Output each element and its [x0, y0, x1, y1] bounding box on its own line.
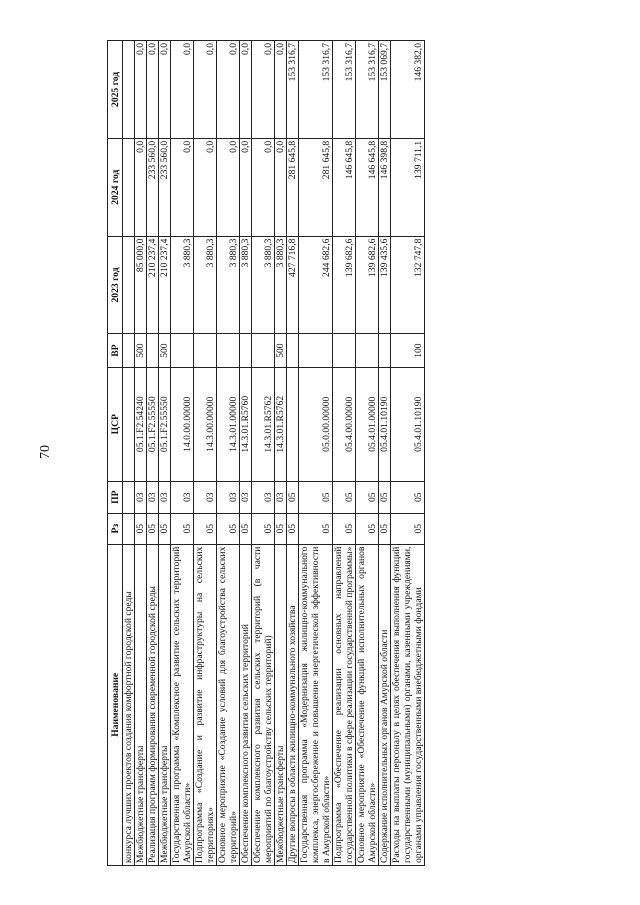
cell-vr — [217, 334, 240, 367]
cell-name: Обеспечение комплексного развития сельских территорий (в части мероприятий по благоустройству сельских территорий) — [252, 544, 275, 865]
cell-name: Межбюджетные трансферты — [135, 544, 147, 865]
cell-rz: 05 — [194, 513, 217, 544]
cell-name: Содержание исполнительных органов Амурской области — [379, 544, 391, 865]
cell-2024: 281 645,8 — [299, 138, 333, 236]
cell-2023: 85 000,0 — [135, 236, 147, 334]
cell-2025: 0,0 — [159, 41, 171, 139]
cell-2025: 0,0 — [252, 41, 275, 139]
cell-pr: 05 — [287, 481, 299, 513]
table-row — [356, 41, 379, 866]
cell-pr: 03 — [275, 481, 287, 513]
cell-pr: 03 — [171, 481, 194, 513]
page-number: 70 — [38, 445, 53, 459]
table-row — [135, 41, 147, 866]
header-rz: Рз — [108, 513, 123, 544]
table-row — [299, 41, 333, 866]
cell-vr: 500 — [159, 334, 171, 367]
cell-name: Подпрограмма «Создание и развитие инфраструктуры на сельских территориях» — [194, 544, 217, 865]
cell-vr — [356, 334, 379, 367]
table-row — [287, 41, 299, 866]
cell-2023: 3 880,3 — [252, 236, 275, 334]
cell-vr — [252, 334, 275, 367]
cell-pr: 05 — [333, 481, 356, 513]
cell-vr — [287, 334, 299, 367]
cell-vr — [333, 334, 356, 367]
cell-csr: 05.0.00.00000 — [299, 367, 333, 481]
cell-2025 — [123, 41, 135, 139]
cell-2024: 0,0 — [217, 138, 240, 236]
cell-name: Межбюджетные трансферты — [275, 544, 287, 865]
cell-csr: 05.1.F2.55550 — [159, 367, 171, 481]
cell-vr — [123, 334, 135, 367]
cell-2023: 139 682,6 — [356, 236, 379, 334]
table-row — [217, 41, 240, 866]
table-row — [275, 41, 287, 866]
table-row — [194, 41, 217, 866]
cell-vr: 500 — [135, 334, 147, 367]
cell-rz: 05 — [299, 513, 333, 544]
cell-2024: 281 645,8 — [287, 138, 299, 236]
cell-pr: 03 — [159, 481, 171, 513]
cell-pr: 05 — [299, 481, 333, 513]
cell-2024: 146 645,8 — [333, 138, 356, 236]
cell-pr: 03 — [147, 481, 159, 513]
cell-2024: 139 711,1 — [391, 138, 425, 236]
cell-csr: 05.1.F2.55550 — [147, 367, 159, 481]
table-row — [379, 41, 391, 866]
cell-pr: 03 — [217, 481, 240, 513]
cell-name: Государственная программа «Комплексное развитие сельских территорий Амурской области» — [171, 544, 194, 865]
cell-name: Другие вопросы в области жилищно-коммунального хозяйства — [287, 544, 299, 865]
cell-2024: 233 560,0 — [159, 138, 171, 236]
cell-vr: 100 — [391, 334, 425, 367]
cell-2025: 0,0 — [171, 41, 194, 139]
cell-csr: 05.4.01.10190 — [379, 367, 391, 481]
cell-csr: 14.3.01.00000 — [217, 367, 240, 481]
cell-rz: 05 — [275, 513, 287, 544]
cell-csr: 14.0.00.00000 — [171, 367, 194, 481]
cell-2025: 153 316,7 — [333, 41, 356, 139]
header-2023: 2023 год — [108, 236, 123, 334]
cell-2023: 3 880,3 — [217, 236, 240, 334]
cell-2025: 153 316,7 — [287, 41, 299, 139]
table-row — [240, 41, 252, 866]
cell-vr — [171, 334, 194, 367]
cell-vr: 500 — [275, 334, 287, 367]
cell-name: Основное мероприятие «Создание условий для благоустройства сельских территорий» — [217, 544, 240, 865]
cell-rz: 05 — [333, 513, 356, 544]
cell-csr: 05.4.01.00000 — [356, 367, 379, 481]
cell-name: Государственная программа «Модернизация жилищно-коммунального комплекса, энергосбережение и повышение энергетической эффективности в Амурской области» — [299, 544, 333, 865]
cell-2024: 0,0 — [194, 138, 217, 236]
cell-vr — [299, 334, 333, 367]
table-row — [123, 41, 135, 866]
table-row — [391, 41, 425, 866]
cell-name: Реализация программ формирования современной городской среды — [147, 544, 159, 865]
cell-2024: 0,0 — [275, 138, 287, 236]
cell-2023: 427 716,8 — [287, 236, 299, 334]
cell-rz: 05 — [240, 513, 252, 544]
cell-rz — [123, 513, 135, 544]
cell-2024: 0,0 — [240, 138, 252, 236]
header-pr: ПР — [108, 481, 123, 513]
cell-csr: 14.3.01.R5760 — [240, 367, 252, 481]
cell-pr: 03 — [135, 481, 147, 513]
table-row — [147, 41, 159, 866]
cell-csr: 05.4.01.10190 — [391, 367, 425, 481]
cell-2025: 0,0 — [147, 41, 159, 139]
table-body — [123, 41, 425, 866]
cell-2024: 0,0 — [252, 138, 275, 236]
cell-pr: 03 — [252, 481, 275, 513]
cell-2025: 153 316,7 — [356, 41, 379, 139]
cell-2023: 210 237,4 — [159, 236, 171, 334]
cell-csr: 14.3.01.R5762 — [275, 367, 287, 481]
cell-rz: 05 — [356, 513, 379, 544]
cell-name: Межбюджетные трансферты — [159, 544, 171, 865]
cell-vr — [194, 334, 217, 367]
header-2025: 2025 год — [108, 41, 123, 139]
cell-name: Расходы на выплаты персоналу в целях обеспечения выполнения функций государственными (муниципальными) органами, казенными учреждениями, органами управления государственными внебюджетными фондами — [391, 544, 425, 865]
cell-2024: 0,0 — [171, 138, 194, 236]
table-row — [171, 41, 194, 866]
cell-2023: 139 435,6 — [379, 236, 391, 334]
table-row — [159, 41, 171, 866]
cell-name: Подпрограмма «Обеспечение реализации основных направлений государственной политики в сфере реализации государственной программы» — [333, 544, 356, 865]
cell-2023: 210 237,4 — [147, 236, 159, 334]
cell-csr — [123, 367, 135, 481]
cell-pr: 05 — [391, 481, 425, 513]
header-2024: 2024 год — [108, 138, 123, 236]
cell-pr: 05 — [379, 481, 391, 513]
table-row — [252, 41, 275, 866]
cell-2025: 0,0 — [194, 41, 217, 139]
cell-2023: 244 682,6 — [299, 236, 333, 334]
cell-rz: 05 — [287, 513, 299, 544]
rotated-page-content — [107, 40, 587, 866]
cell-rz: 05 — [171, 513, 194, 544]
table-header — [108, 41, 123, 866]
cell-name: Основное мероприятие «Обеспечение функций исполнительных органов Амурской области» — [356, 544, 379, 865]
cell-csr: 14.3.00.00000 — [194, 367, 217, 481]
cell-pr: 03 — [194, 481, 217, 513]
cell-pr — [123, 481, 135, 513]
cell-csr — [287, 367, 299, 481]
header-csr: ЦСР — [108, 367, 123, 481]
cell-2024: 146 645,8 — [356, 138, 379, 236]
cell-vr — [379, 334, 391, 367]
cell-2025: 153 069,7 — [379, 41, 391, 139]
cell-rz: 05 — [147, 513, 159, 544]
cell-2023 — [123, 236, 135, 334]
cell-pr: 03 — [240, 481, 252, 513]
cell-pr: 05 — [356, 481, 379, 513]
cell-2023: 3 880,3 — [194, 236, 217, 334]
cell-rz: 05 — [391, 513, 425, 544]
cell-2024 — [123, 138, 135, 236]
table-row — [333, 41, 356, 866]
cell-2023: 3 880,3 — [275, 236, 287, 334]
cell-rz: 05 — [159, 513, 171, 544]
cell-2023: 132 747,8 — [391, 236, 425, 334]
cell-2023: 3 880,3 — [171, 236, 194, 334]
cell-name: Обеспечение комплексного развития сельских территорий — [240, 544, 252, 865]
cell-name: конкурса лучших проектов создания комфортной городской среды — [123, 544, 135, 865]
cell-2025: 0,0 — [135, 41, 147, 139]
cell-csr: 05.1.F2.54240 — [135, 367, 147, 481]
cell-2025: 0,0 — [275, 41, 287, 139]
cell-2024: 146 398,8 — [379, 138, 391, 236]
cell-2024: 233 560,0 — [147, 138, 159, 236]
cell-vr — [147, 334, 159, 367]
header-name: Наименование — [108, 544, 123, 865]
cell-2024: 0,0 — [135, 138, 147, 236]
cell-2023: 139 682,6 — [333, 236, 356, 334]
cell-vr — [240, 334, 252, 367]
cell-rz: 05 — [252, 513, 275, 544]
cell-rz: 05 — [217, 513, 240, 544]
cell-2023: 3 880,3 — [240, 236, 252, 334]
cell-2025: 146 382,0 — [391, 41, 425, 139]
cell-rz: 05 — [135, 513, 147, 544]
cell-2025: 153 316,7 — [299, 41, 333, 139]
budget-table — [107, 40, 425, 866]
header-vr: ВР — [108, 334, 123, 367]
cell-csr: 05.4.00.00000 — [333, 367, 356, 481]
cell-2025: 0,0 — [240, 41, 252, 139]
cell-rz: 05 — [379, 513, 391, 544]
cell-2025: 0,0 — [217, 41, 240, 139]
cell-csr: 14.3.01.R5762 — [252, 367, 275, 481]
